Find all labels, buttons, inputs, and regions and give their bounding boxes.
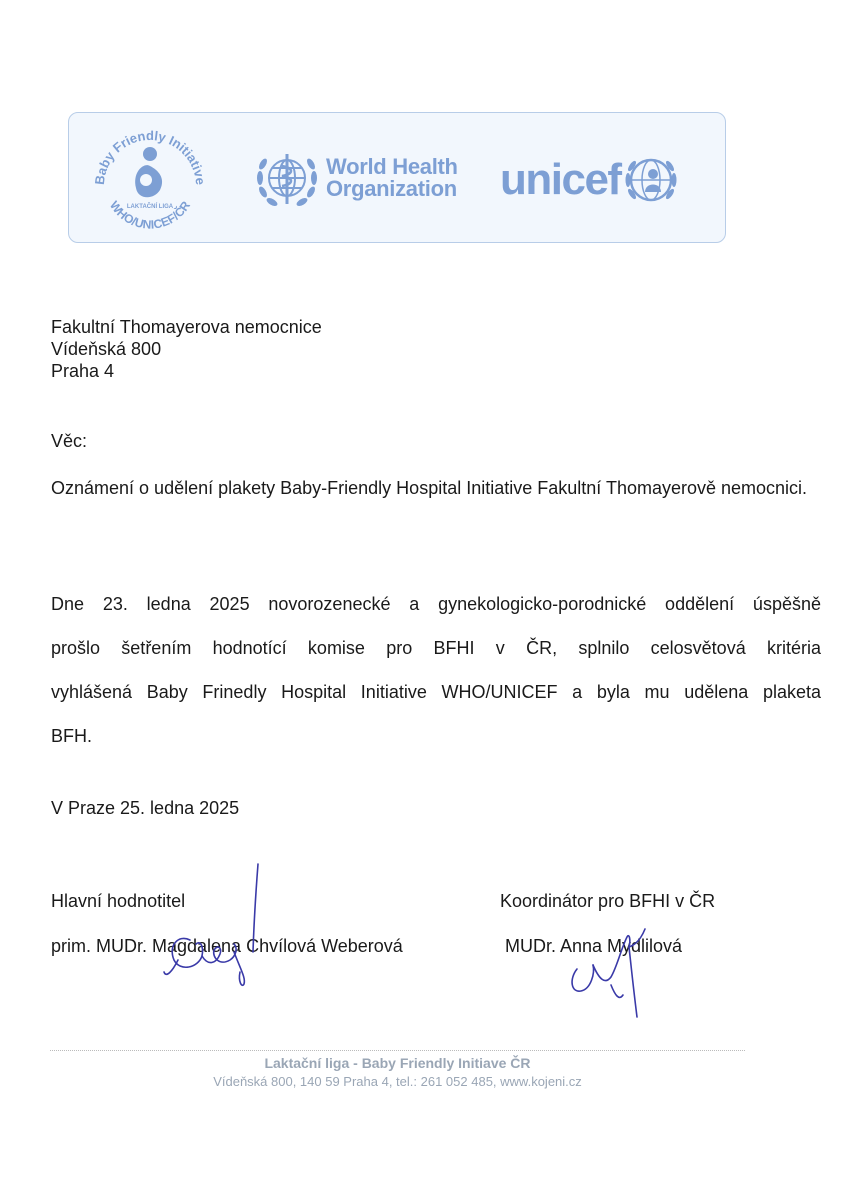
date-line: V Praze 25. ledna 2025 <box>51 798 240 818</box>
address-line-2: Vídeňská 800 <box>51 339 162 359</box>
letter-body <box>51 593 821 769</box>
who-emblem-icon <box>252 146 322 212</box>
who-logo-line2: Organization <box>326 176 457 201</box>
right-signature <box>565 925 675 1025</box>
right-signatory-name: MUDr. Anna Mydlilová <box>505 936 683 956</box>
subject-text: Oznámení o udělení plakety Baby-Friendly Hospital Initiative Fakultní Thomayerově nemocnici. <box>51 478 808 498</box>
svg-text:LAKTAČNÍ LIGA: LAKTAČNÍ LIGA <box>126 204 174 210</box>
subject-label: Věc: <box>51 431 88 451</box>
body-line-4: BFH. <box>51 726 93 746</box>
who-logo-line1: World Health <box>326 154 458 179</box>
unicef-logo <box>500 150 679 210</box>
bfhi-logo <box>86 116 214 240</box>
unicef-emblem-icon <box>623 152 679 208</box>
body-line-3: vyhlášená Baby Frinedly Hospital Initiative WHO/UNICEF a byla mu udělena plaketa <box>51 682 821 702</box>
body-line-2: prošlo šetřením hodnotící komise pro BFHI v ČR, splnilo celosvětová kritéria <box>51 638 821 658</box>
body-line-1: Dne 23. ledna 2025 novorozenecké a gynekologicko-porodnické oddělení úspěšně <box>51 594 821 614</box>
svg-text:Baby Friendly Initiative: Baby Friendly Initiative <box>91 127 209 186</box>
left-signatory-role: Hlavní hodnotitel <box>51 891 186 911</box>
left-signature <box>150 860 270 990</box>
footer-divider <box>50 1050 745 1051</box>
footer-contact: Vídeňská 800, 140 59 Praha 4, tel.: 261 052 485, www.kojeni.cz <box>213 1074 582 1089</box>
footer-organization: Laktační liga - Baby Friendly Initiave ČR <box>264 1055 531 1071</box>
address-line-1: Fakultní Thomayerova nemocnice <box>51 317 322 337</box>
address-line-3: Praha 4 <box>51 361 115 381</box>
who-logo-text <box>326 156 458 200</box>
svg-text:WHO/UNICEF/ČR: WHO/UNICEF/ČR <box>106 198 193 232</box>
right-signatory-role: Koordinátor pro BFHI v ČR <box>500 891 716 911</box>
unicef-wordmark: unicef <box>500 155 621 204</box>
left-signatory-name: prim. MUDr. Magdalena Chvílová Weberová <box>51 936 403 956</box>
recipient-address <box>51 316 322 382</box>
